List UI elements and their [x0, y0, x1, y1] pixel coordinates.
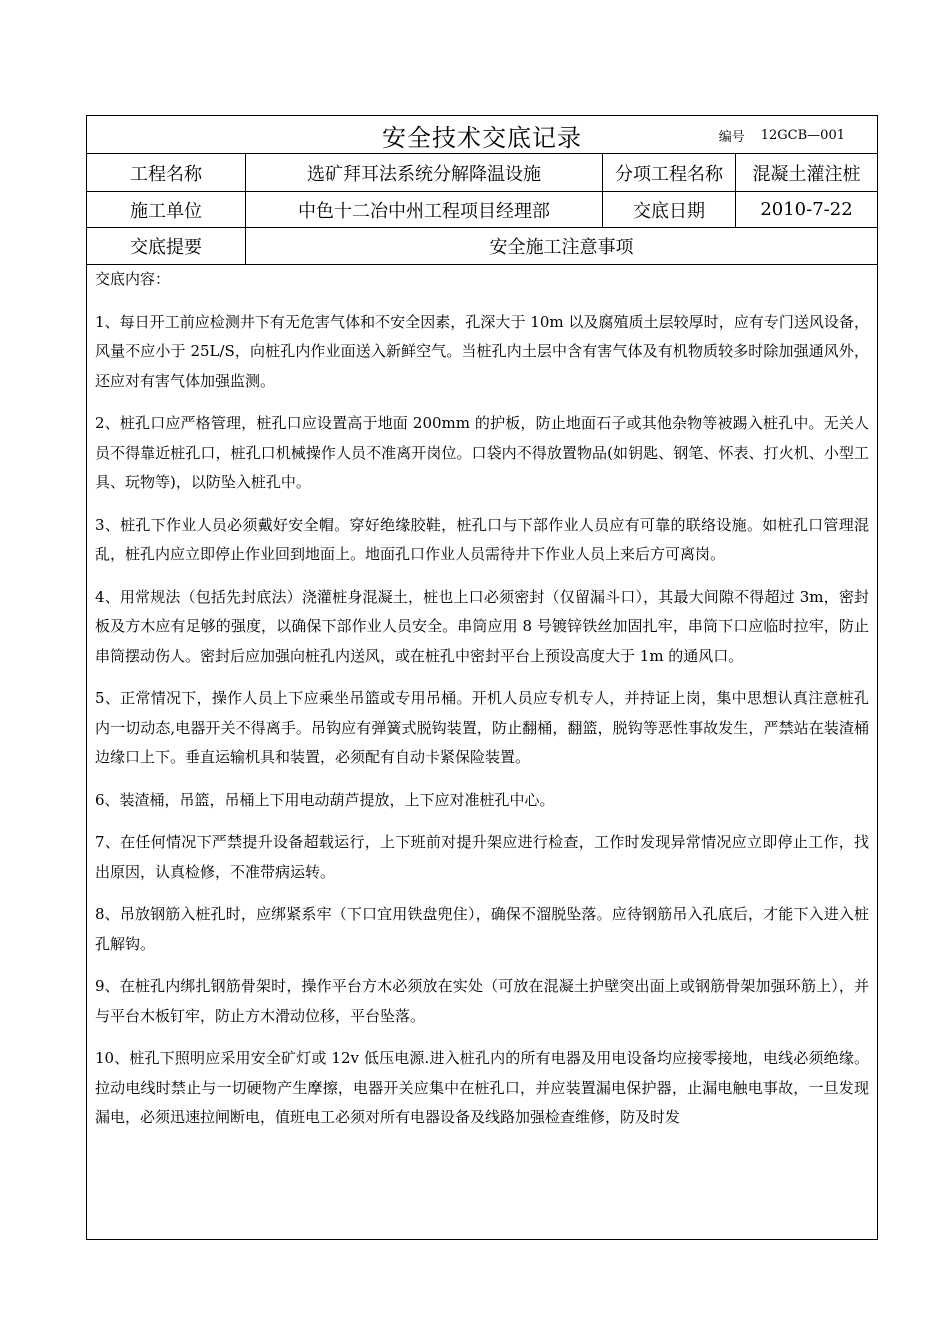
code-value: 12GCB—001: [760, 127, 845, 143]
content-paragraph: 9、在桩孔内绑扎钢筋骨架时，操作平台方木必须放在实处（可放在混凝土护壁突出面上或钢筋骨架加强环筋上），并与平台木板钉牢，防止方木滑动位移，平台坠落。: [95, 977, 869, 1025]
summary-row: [87, 228, 877, 265]
content-paragraph: 10、桩孔下照明应采用安全矿灯或 12v 低压电源.进入桩孔内的所有电器及用电设备均应接零接地，电线必须绝缘。拉动电线时禁止与一切硬物产生摩擦，电器开关应集中在桩孔口，并应装置漏电保护器，止漏电触电事故，一旦发现漏电，必须迅速拉闸断电，值班电工必须对所有电器设备及线路加强检查维修，防及时发: [95, 1049, 869, 1126]
project-name-label: 工程名称: [130, 163, 202, 185]
summary-label: 交底提要: [130, 237, 202, 258]
contractor-value: 中色十二冶中州工程项目经理部: [245, 192, 602, 227]
title-row: [87, 116, 877, 154]
content-paragraph: 8、吊放钢筋入桩孔时，应绑紧系牢（下口宜用铁盘兜住），确保不溜脱坠落。应待钢筋吊入孔底后，才能下入进入桩孔解钩。: [95, 905, 869, 953]
sub-project-value: 混凝土灌注桩: [735, 154, 877, 191]
content-paragraph: 1、每日开工前应检测井下有无危害气体和不安全因素，孔深大于 10m 以及腐殖质土层较厚时，应有专门送风设备，风量不应小于 25L/S，向桩孔内作业面送入新鲜空气。当桩孔内土层中含有害气体及有机物质较多时除加强通风外，还应对有害气体加强监测。: [95, 312, 869, 390]
date-value: 2010-7-22: [735, 192, 877, 227]
content-paragraph: 2、桩孔口应严格管理，桩孔口应设置高于地面 200mm 的护板，防止地面石子或其他杂物等被踢入桩孔中。无关人员不得靠近桩孔口，桩孔口机械操作人员不准离开岗位。口袋内不得放置物品(如钥匙、钢笔、怀表、打火机、小型工具、玩物等)，以防坠入桩孔中。: [95, 414, 869, 491]
content-paragraph: 6、装渣桶，吊篮，吊桶上下用电动葫芦提放，上下应对准桩孔中心。: [95, 790, 555, 809]
content-label: 交底内容：: [95, 270, 171, 288]
content-paragraph: 5、正常情况下，操作人员上下应乘坐吊篮或专用吊桶。开机人员应专机专人，并持证上岗，集中思想认真注意桩孔内一切动态,电器开关不得离手。吊钩应有弹簧式脱钩装置，防止翻桶，翻篮，脱钩等恶性事故发生，严禁站在装渣桶边缘口上下。垂直运输机具和装置，必须配有自动卡紧保险装置。: [95, 689, 869, 766]
summary-value: 安全施工注意事项: [245, 228, 877, 264]
sub-project-label: 分项工程名称: [602, 154, 735, 191]
record-form: [86, 115, 878, 1240]
project-name-value: 选矿拜耳法系统分解降温设施: [245, 154, 602, 191]
code-label: 编号: [718, 129, 745, 145]
contractor-row: [87, 192, 877, 228]
date-label: 交底日期: [602, 192, 735, 227]
contractor-label: 施工单位: [130, 200, 202, 222]
form-code: [719, 116, 845, 154]
content-paragraph: 7、在任何情况下严禁提升设备超载运行，上下班前对提升架应进行检查，工作时发现异常情况应立即停止工作，找出原因，认真检修，不准带病运转。: [95, 833, 869, 881]
form-title: 安全技术交底记录: [382, 123, 582, 152]
content-paragraph: 3、桩孔下作业人员必须戴好安全帽。穿好绝缘胶鞋，桩孔口与下部作业人员应有可靠的联络设施。如桩孔口管理混乱，桩孔内应立即停止作业回到地面上。地面孔口作业人员需待井下作业人员上来后方可离岗。: [95, 515, 869, 563]
project-row: [87, 154, 877, 192]
content-paragraph: 4、用常规法（包括先封底法）浇灌桩身混凝土，桩也上口必须密封（仅留漏斗口），其最大间隙不得超过 3m，密封板及方木应有足够的强度，以确保下部作业人员安全。串筒应用 8 号镀锌铁丝加固扎牢，串筒下口应临时拉牢，防止串筒摆动伤人。密封后应加强向桩孔内送风，或在桩孔中密封平台上预设高度大于 1m 的通风口。: [95, 587, 869, 665]
content-area: [95, 265, 869, 1133]
